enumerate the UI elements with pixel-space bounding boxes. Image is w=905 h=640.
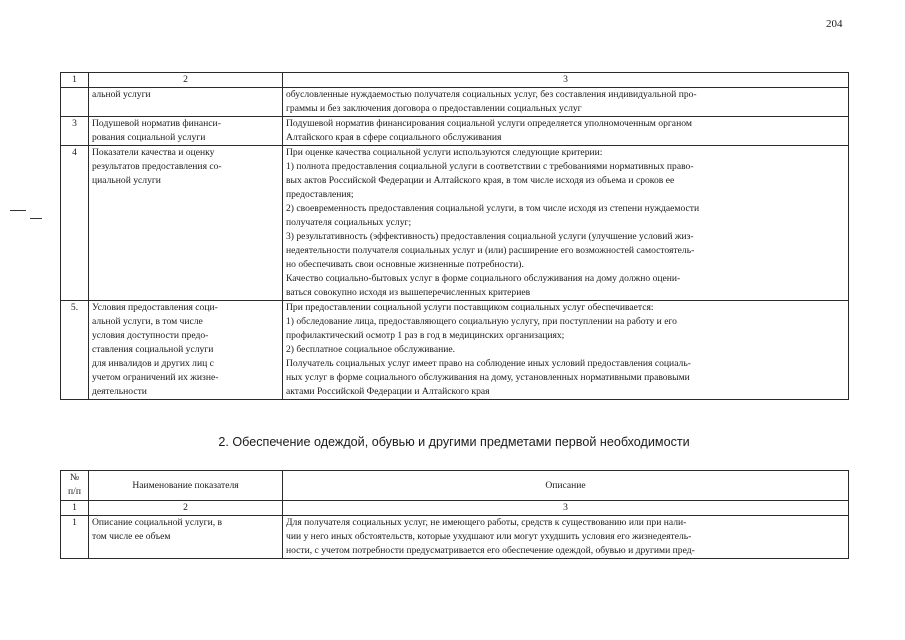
text-line: вых актов Российской Федерации и Алтайского края, в том числе исходя из объема и сроков ее bbox=[286, 175, 675, 186]
text-line: ставления социальной услуги bbox=[92, 344, 214, 355]
text-line: результатов предоставления со- bbox=[92, 161, 222, 172]
col-index-2: 2 bbox=[89, 501, 283, 516]
indicator-description bbox=[283, 146, 849, 301]
text-line: ных услуг в форме социального обслуживания на дому, установленных нормативными правовыми bbox=[286, 372, 690, 383]
margin-mark bbox=[10, 210, 26, 211]
indicator-name bbox=[89, 88, 283, 117]
text-line: чии у него иных обстоятельств, которые ухудшают или могут ухудшить условия его жизнедеятель- bbox=[286, 531, 692, 542]
column-index-row bbox=[61, 501, 849, 516]
text-line: 3) результативность (эффективность) предоставления социальной услуги (улучшение условий жиз- bbox=[286, 231, 694, 242]
text-line: но обеспечивать свои основные жизненные потребности). bbox=[286, 259, 524, 270]
text-line: Показатели качества и оценку bbox=[92, 147, 215, 158]
header-number bbox=[61, 471, 89, 501]
indicator-description bbox=[283, 516, 849, 559]
text-line: для инвалидов и других лиц с bbox=[92, 358, 214, 369]
text-line: актами Российской Федерации и Алтайского края bbox=[286, 386, 490, 397]
text-line: Условия предоставления соци- bbox=[92, 302, 218, 313]
text-line: При оценке качества социальной услуги используются следующие критерии: bbox=[286, 147, 603, 158]
header-number-line: п/п bbox=[68, 486, 81, 497]
column-index-row bbox=[61, 73, 849, 88]
text-line: альной услуги bbox=[92, 89, 151, 100]
text-line: 2) бесплатное социальное обслуживание. bbox=[286, 344, 456, 355]
text-line: обусловленные нуждаемостью получателя социальных услуг, без составления индивидуальной про- bbox=[286, 89, 697, 100]
margin-mark bbox=[30, 218, 42, 219]
text-line: Подушевой норматив финанси- bbox=[92, 118, 221, 129]
table-row bbox=[61, 88, 849, 117]
col-index-1: 1 bbox=[61, 73, 89, 88]
text-line: граммы и без заключения договора о предоставлении социальных услуг bbox=[286, 103, 582, 114]
indicator-name bbox=[89, 516, 283, 559]
col-index-3: 3 bbox=[283, 73, 849, 88]
text-line: получателя социальных услуг; bbox=[286, 217, 412, 228]
col-index-1: 1 bbox=[61, 501, 89, 516]
text-line: условия доступности предо- bbox=[92, 330, 209, 341]
text-line: Получатель социальных услуг имеет право на соблюдение иных условий предоставления социаль- bbox=[286, 358, 691, 369]
header-number-line: № bbox=[69, 472, 80, 483]
services-table-2 bbox=[60, 470, 849, 559]
section-heading: 2. Обеспечение одеждой, обувью и другими предметами первой необходимости bbox=[218, 435, 690, 449]
text-line: 2) своевременность предоставления социальной услуги, в том числе исходя из степени нуждаемости bbox=[286, 203, 700, 214]
row-number: 4 bbox=[61, 146, 89, 301]
text-line: Качество социально-бытовых услуг в форме социального обслуживания на дому должно оцени- bbox=[286, 273, 681, 284]
text-line: предоставления; bbox=[286, 189, 354, 200]
text-line: Для получателя социальных услуг, не имеющего работы, средств к существованию или при нали- bbox=[286, 517, 687, 528]
header-indicator-name: Наименование показателя bbox=[89, 471, 283, 501]
indicator-description bbox=[283, 301, 849, 400]
indicator-name bbox=[89, 301, 283, 400]
text-line: циальной услуги bbox=[92, 175, 161, 186]
text-line: ваться совокупно исходя из вышеперечисленных критериев bbox=[286, 287, 531, 298]
text-line: При предоставлении социальной услуги поставщиком социальных услуг обеспечивается: bbox=[286, 302, 654, 313]
header-description: Описание bbox=[283, 471, 849, 501]
row-number: 1 bbox=[61, 516, 89, 559]
indicator-name bbox=[89, 146, 283, 301]
table-row bbox=[61, 146, 849, 301]
text-line: 1) обследование лица, предоставляющего социальную услугу, при поступлении на работу и его bbox=[286, 316, 677, 327]
row-number: 3 bbox=[61, 117, 89, 146]
text-line: альной услуги, в том числе bbox=[92, 316, 203, 327]
indicator-description bbox=[283, 88, 849, 117]
text-line: учетом ограничений их жизне- bbox=[92, 372, 219, 383]
table-row bbox=[61, 516, 849, 559]
table-row bbox=[61, 117, 849, 146]
text-line: деятельности bbox=[92, 386, 147, 397]
table-header-row bbox=[61, 471, 849, 501]
text-line: рования социальной услуги bbox=[92, 132, 206, 143]
page-number: 204 bbox=[826, 18, 843, 30]
col-index-2: 2 bbox=[89, 73, 283, 88]
text-line: Алтайского края в сфере социального обслуживания bbox=[286, 132, 502, 143]
services-table-1 bbox=[60, 72, 849, 400]
indicator-description bbox=[283, 117, 849, 146]
indicator-name bbox=[89, 117, 283, 146]
text-line: ности, с учетом потребности предусматривается его обеспечение одеждой, обувью и другими пред- bbox=[286, 545, 695, 556]
row-number bbox=[61, 88, 89, 117]
text-line: Подушевой норматив финансирования социальной услуги определяется уполномоченным органом bbox=[286, 118, 692, 129]
text-line: профилактический осмотр 1 раз в год в медицинских организациях; bbox=[286, 330, 565, 341]
table-row bbox=[61, 301, 849, 400]
col-index-3: 3 bbox=[283, 501, 849, 516]
row-number: 5. bbox=[61, 301, 89, 400]
text-line: Описание социальной услуги, в bbox=[92, 517, 223, 528]
text-line: недеятельности получателя социальных услуг и (или) расширение его возможностей самостоятель- bbox=[286, 245, 695, 256]
text-line: том числе ее объем bbox=[92, 531, 171, 542]
text-line: 1) полнота предоставления социальной услуги в соответствии с требованиями нормативных право- bbox=[286, 161, 694, 172]
